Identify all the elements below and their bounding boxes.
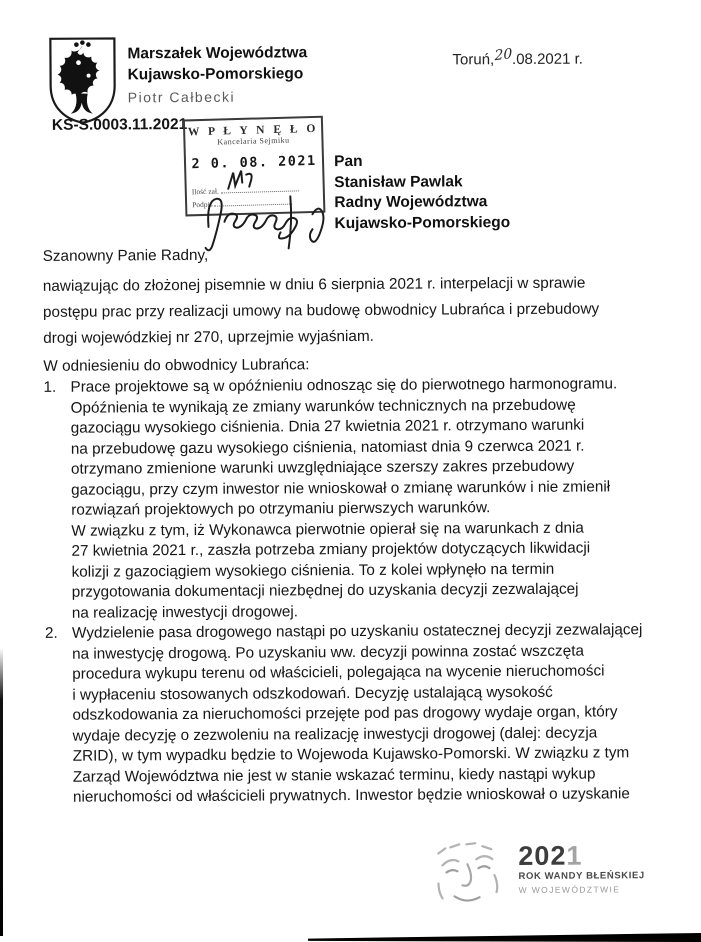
footer-year <box>518 842 644 869</box>
sender-title-line1: Marszałek Województwa <box>127 44 308 63</box>
stamp-date: 2 0. 08. 2021 <box>191 152 317 173</box>
footer-logo-block <box>430 838 645 913</box>
stamp-office: Kancelaria Sejmiku <box>217 135 290 147</box>
footer-year-bold: 202 <box>518 840 567 871</box>
handwritten-date-day: 20 <box>494 45 513 65</box>
list-item-number: 1. <box>43 378 57 396</box>
numbered-list <box>43 374 690 808</box>
stamp-attachments-label: Ilość zał. <box>191 186 219 197</box>
letter-date <box>452 45 583 69</box>
greeting: Szanowny Panie Radny, <box>42 246 209 265</box>
recipient-name: Stanisław Pawlak <box>334 172 463 191</box>
coat-of-arms-icon <box>45 35 120 125</box>
letter-body <box>43 240 690 808</box>
sender-title-line2: Kujawsko-Pomorskiego <box>127 65 304 84</box>
recipient-title-line1: Radny Województwa <box>334 193 488 212</box>
footer-year-light: 1 <box>566 840 583 871</box>
list-item <box>45 620 690 808</box>
section-heading: W odniesieniu do obwodnicy Lubrańca: <box>43 356 310 375</box>
recipient-block <box>334 151 510 234</box>
stamp-title: W P Ł Y N Ę Ł O <box>187 122 319 139</box>
reference-number: KS-S.0003.11.2021 <box>51 115 188 134</box>
footer-line1: ROK WANDY BŁEŃSKIEJ <box>518 870 645 882</box>
recipient-salutation: Pan <box>334 152 363 171</box>
scan-artifact-left-edge <box>0 648 3 936</box>
footer-line2: W WOJEWÓDZTWIE <box>518 884 621 895</box>
date-place: Toruń, <box>452 51 495 69</box>
sender-name: Piotr Całbecki <box>127 88 236 106</box>
intro-paragraph: nawiązując do złożonej pisemnie w dniu 6 sierpnia 2021 r. interpelacji w sprawie postępu prac przy realizacji umowy na budowę obwodnicy Lubrańca i przebudowy drogi wojewódzkiej nr 270, uprzejmie wyjaśniam. <box>42 274 600 347</box>
stamp-signature-label: Podpis <box>192 199 213 210</box>
sender-block <box>127 42 307 105</box>
footer-text <box>518 838 645 913</box>
list-item-text: Wydzielenie pasa drogowego nastąpi po uzyskaniu ostatecznej decyzji zezwalającej na inwestycję drogową. Po uzyskaniu ww. decyzji powinna zostać wszczęta procedura wykupu terenu od właścicieli, polegająca na wycenie nieruchomości i wypłaceniu stosowanych odszkodowań. Decyzję ustalającą wysokość odszkodowania za nieruchomości przejęte pod pas drogowy wydaje organ, który wydaje decyzję o zezwoleniu na realizację inwestycji drogowej (dalej: decyzja ZRID), w tym wypadku będzie to Wojewoda Kujawsko-Pomorski. W związku z tym Zarząd Województwa nie jest w stanie wskazać terminu, kiedy nastąpi wykup nieruchomości od właścicieli prywatnych. Inwestor będzie wnioskował o uzyskanie <box>71 621 643 806</box>
recipient-title-line2: Kujawsko-Pomorskiego <box>334 213 511 232</box>
list-item-text: Prace projektowe są w opóźnieniu odnosząc się do pierwotnego harmonogramu. Opóźnienia te wynikają ze zmiany warunków technicznych na przebudowę gazociągu wysokiego ciśnienia. Dnia 27 kwietnia 2021 r. otrzymano warunki na przebudowę gazu wysokiego ciśnienia, natomiast dnia 9 czerwca 2021 r. otrzymano zmienione warunki uwzględniające szerszy zakres przebudowy gazociągu, przy czym inwestor nie wnioskował o zmianę warunków i nie zmienił rozwiązań projektowych po otrzymaniu pierwszych warunków. W związku z tym, iż Wykonawca pierwotnie opierał się na warunkach z dnia 27 kwietnia 2021 r., zaszła potrzeba zmiany projektów dotyczących likwidacji kolizji z gazociągiem wysokiego ciśnienia. To z kolei wpłynęło na termin przygotowania dokumentacji niezbędnej do uzyskania decyzji zezwalającej na realizację inwestycji drogowej. <box>70 375 618 622</box>
list-item <box>43 374 688 624</box>
wanda-blenska-portrait-sketch-icon <box>430 839 510 913</box>
date-rest: .08.2021 r. <box>511 50 583 69</box>
list-item-number: 2. <box>44 624 58 642</box>
